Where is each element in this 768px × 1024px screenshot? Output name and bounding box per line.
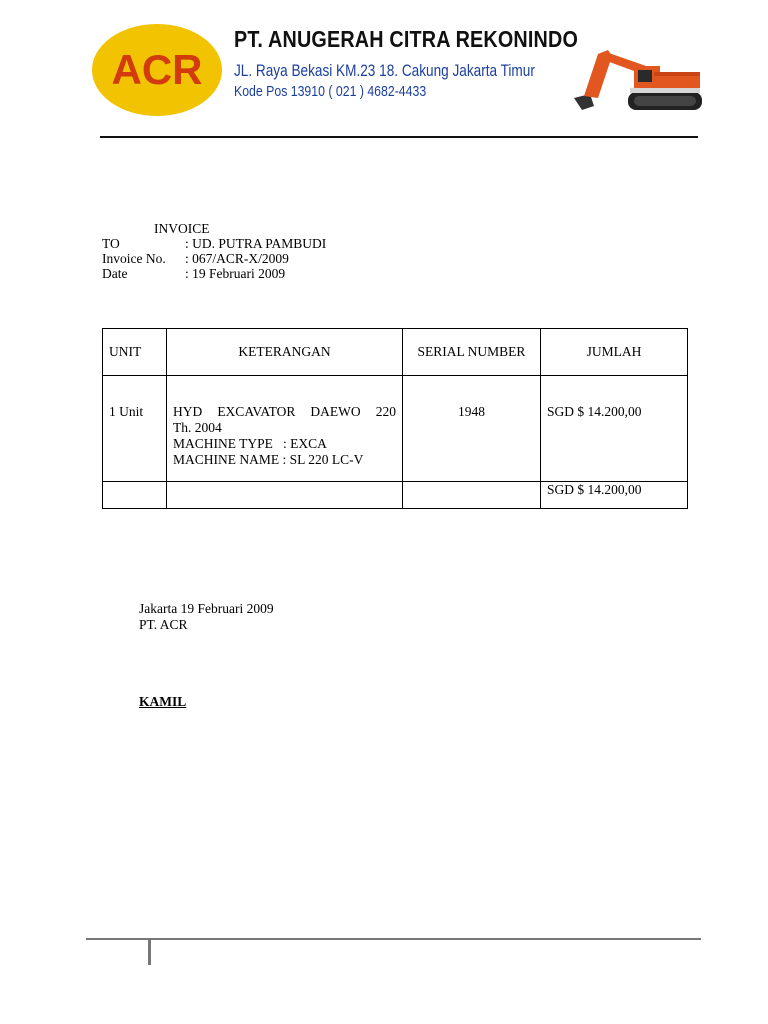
description-word: 220 <box>375 404 396 419</box>
table-total-row <box>103 482 688 509</box>
cell-total: SGD $ 14.200,00 <box>541 482 688 509</box>
description-word: DAEWO <box>310 404 361 419</box>
to-value: : UD. PUTRA PAMBUDI <box>185 236 327 251</box>
company-name: PT. ANUGERAH CITRA REKONINDO <box>234 26 579 52</box>
company-phone: Kode Pos 13910 ( 021 ) 4682-4433 <box>234 83 427 100</box>
cell-description <box>167 376 403 482</box>
signature-name: KAMIL <box>139 694 187 709</box>
header-divider <box>100 136 698 138</box>
excavator-icon <box>568 40 704 118</box>
description-word: EXCAVATOR <box>217 404 296 419</box>
signature-place-date: Jakarta 19 Februari 2009 <box>139 601 274 616</box>
invoice-table <box>102 328 688 509</box>
footer-marker <box>148 938 151 965</box>
logo-text: ACR <box>111 46 203 93</box>
cell-empty <box>403 482 541 509</box>
cell-unit: 1 Unit <box>103 376 167 482</box>
date-value: : 19 Februari 2009 <box>185 266 286 281</box>
description-first-line <box>173 404 396 420</box>
table-row <box>103 376 688 482</box>
cell-empty <box>103 482 167 509</box>
description-line: MACHINE TYPE : EXCA <box>173 436 327 451</box>
invoice-title: INVOICE <box>154 221 210 236</box>
description-line: Th. 2004 <box>173 420 222 435</box>
footer-divider <box>86 938 701 940</box>
to-label: TO <box>102 236 120 251</box>
table-header-row <box>103 329 688 376</box>
description-word: HYD <box>173 404 203 419</box>
header-keterangan: KETERANGAN <box>167 329 403 376</box>
header-jumlah: JUMLAH <box>541 329 688 376</box>
header-serial-number: SERIAL NUMBER <box>403 329 541 376</box>
company-address: JL. Raya Bekasi KM.23 18. Cakung Jakarta Timur <box>234 61 535 80</box>
cell-amount: SGD $ 14.200,00 <box>541 376 688 482</box>
description-line: MACHINE NAME : SL 220 LC-V <box>173 452 364 467</box>
date-label: Date <box>102 266 128 281</box>
invoice-number-value: : 067/ACR-X/2009 <box>185 251 289 266</box>
cell-empty <box>167 482 403 509</box>
signature-company: PT. ACR <box>139 617 188 632</box>
header-unit: UNIT <box>103 329 167 376</box>
company-logo <box>92 24 222 116</box>
cell-serial-number: 1948 <box>403 376 541 482</box>
invoice-number-label: Invoice No. <box>102 251 166 266</box>
